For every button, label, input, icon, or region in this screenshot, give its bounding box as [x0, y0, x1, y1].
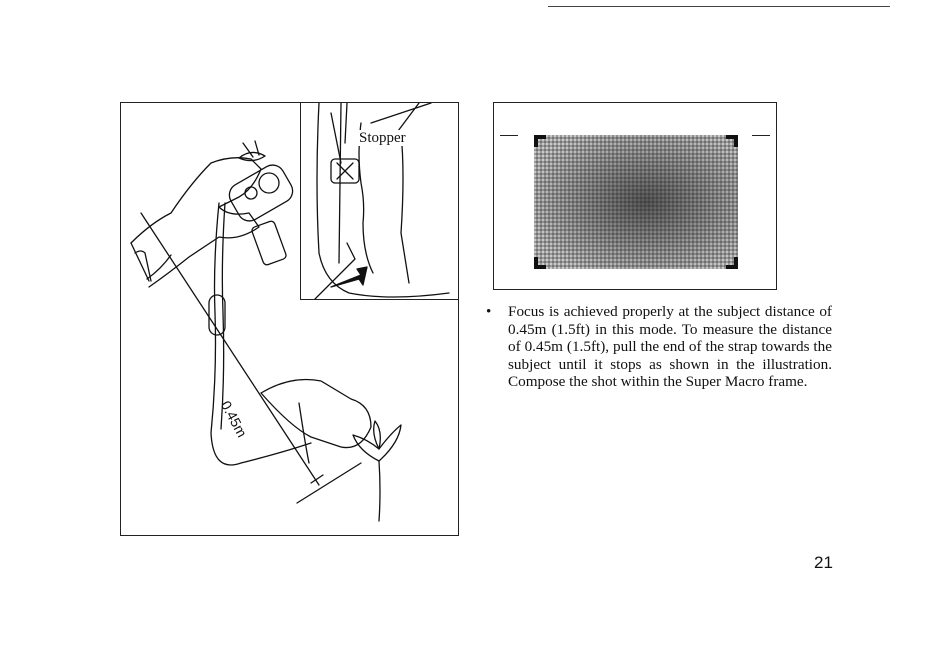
stopper-label: Stopper	[359, 130, 406, 146]
distance-label: 0.45m	[217, 398, 251, 440]
bullet-point: •	[486, 303, 492, 320]
caption-paragraph	[486, 303, 832, 391]
frame-mark-left	[500, 135, 518, 136]
super-macro-frame	[534, 135, 738, 269]
page-number: 21	[814, 553, 833, 572]
caption-text: Focus is achieved properly at the subject distance of 0.45m (1.5ft) in this mode. To measure the distance of 0.45m (1.5ft), pull the end of the strap towards the subject until it stops as shown in the illustration. Compose the shot within the Super Macro frame.	[508, 303, 832, 391]
frame-mark-right	[752, 135, 770, 136]
viewfinder-frame-illustration	[493, 102, 777, 290]
header-rule	[548, 6, 890, 7]
